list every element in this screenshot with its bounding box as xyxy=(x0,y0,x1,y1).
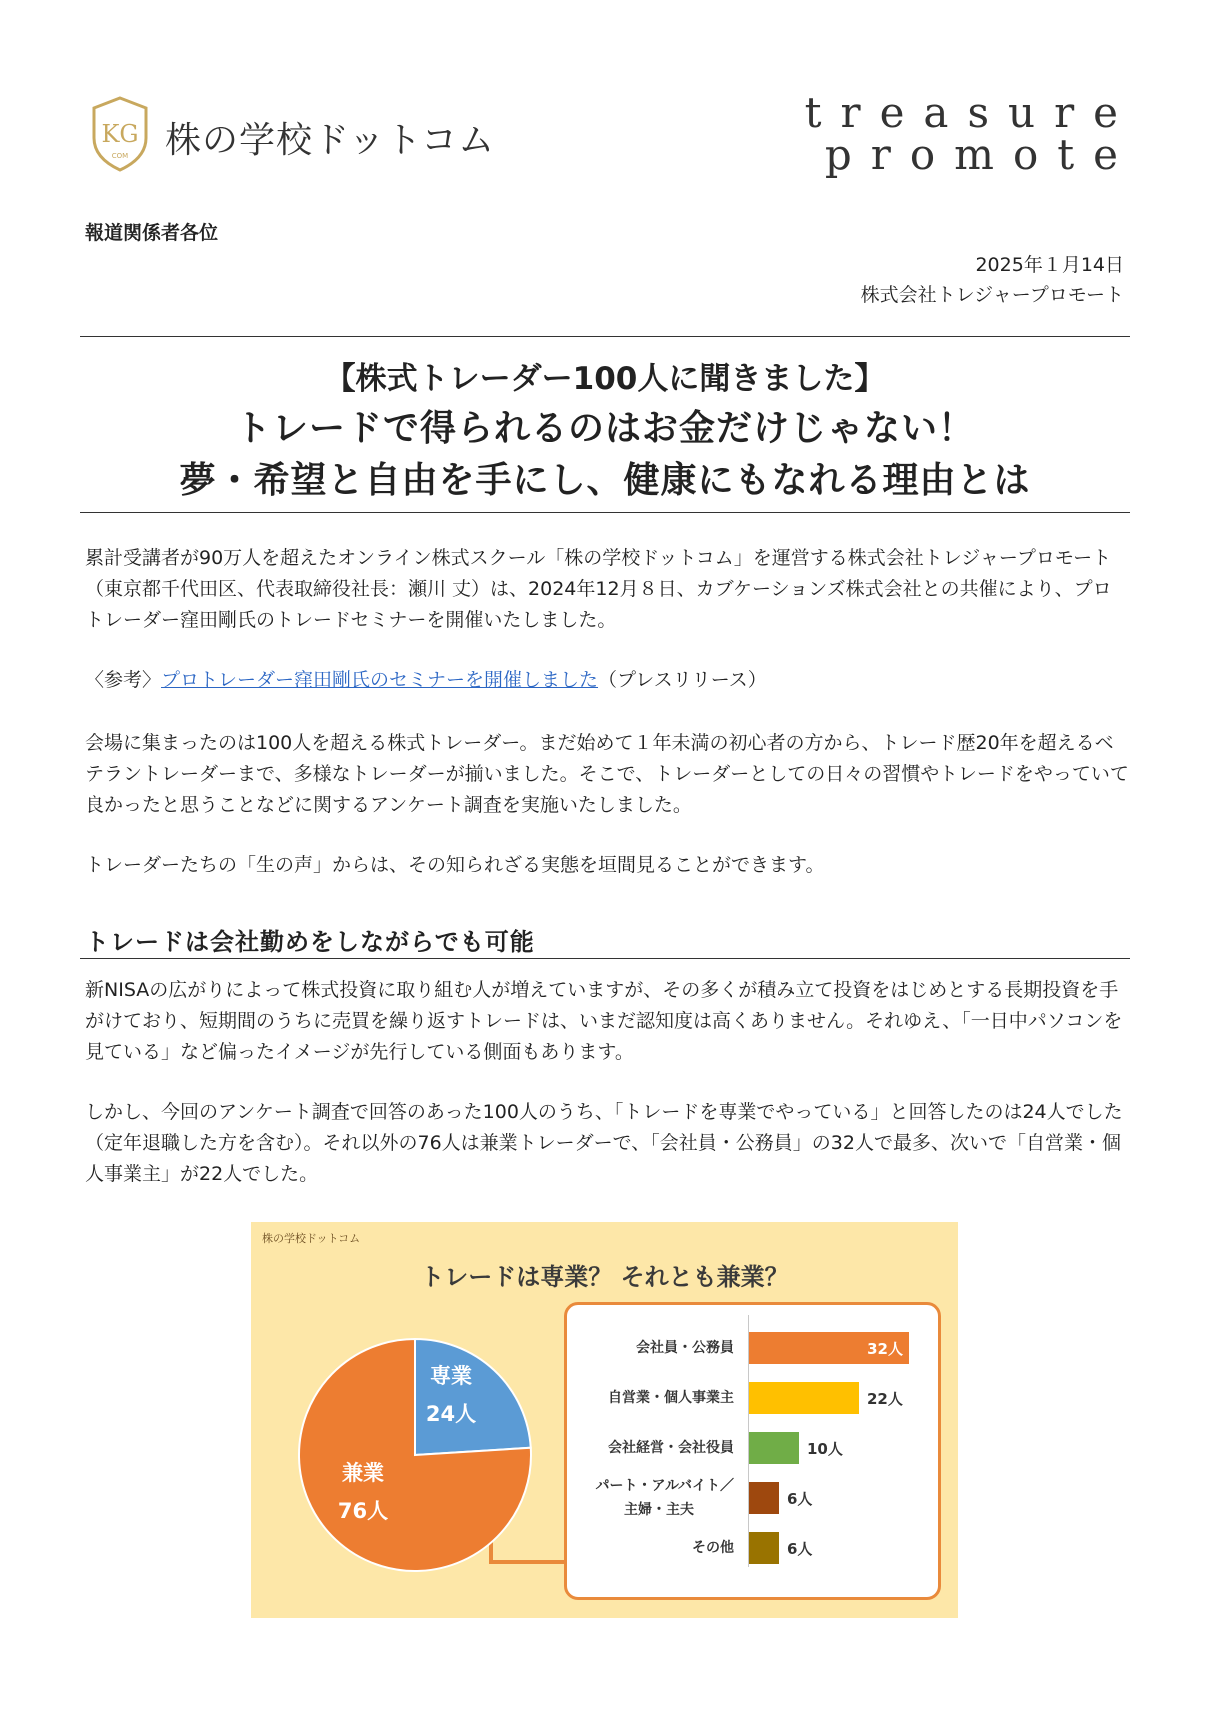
bar-category-label-4 xyxy=(692,1536,734,1560)
bar-category-label-3 xyxy=(596,1474,734,1522)
title-line-2: トレードで得られるのはお金だけじゃない！ xyxy=(234,408,975,449)
bar-value-label-2: 10人 xyxy=(807,1440,843,1458)
bar-4 xyxy=(749,1532,779,1564)
pie-label-sengyo-name: 専業 xyxy=(430,1364,472,1388)
partner-logo-line2: promote xyxy=(824,130,1137,179)
pie-label-kengyo xyxy=(323,1454,403,1530)
logo-sub: COM xyxy=(111,152,129,160)
chart-title: トレードは専業？ それとも兼業？ xyxy=(420,1263,789,1291)
section-rule xyxy=(80,958,1130,959)
treasure-promote-logo xyxy=(804,88,1137,179)
pie-label-sengyo-value: 24人 xyxy=(425,1402,477,1426)
bar-category-label-1 xyxy=(608,1386,734,1410)
bar-2 xyxy=(749,1432,799,1464)
pie-label-kengyo-name: 兼業 xyxy=(342,1461,384,1485)
bar-value-label-0: 32人 xyxy=(867,1340,903,1358)
page-title xyxy=(80,355,1130,507)
bar-value-label-1: 22人 xyxy=(867,1390,903,1408)
release-date: 2025年１月14日 xyxy=(975,254,1124,276)
issuing-company: 株式会社トレジャープロモート xyxy=(860,284,1124,306)
infographic xyxy=(251,1222,958,1618)
nisa-paragraph: 新NISAの広がりによって株式投資に取り組む人が増えていますが、その多くが積み立て投資をはじめとする長期投資を手がけており、短期間のうちに売買を繰り返すトレードは、いまだ認知度は高くありません。それゆえ、「一日中パソコンを見ている」など偏ったイメージが先行している側面もあります。 xyxy=(85,979,1123,1063)
reference-line xyxy=(85,665,1130,696)
press-release-link[interactable]: プロトレーダー窪田剛氏のセミナーを開催しました xyxy=(161,669,599,691)
bar-chart-panel xyxy=(564,1302,941,1600)
bar-3 xyxy=(749,1482,779,1514)
bar-category-line-4-0: その他 xyxy=(692,1540,734,1556)
title-bottom-rule xyxy=(80,512,1130,513)
title-line-3: 夢・希望と自由を手にし、健康にもなれる理由とは xyxy=(179,460,1031,501)
reference-prefix: 〈参考〉 xyxy=(85,669,162,691)
results-paragraph: しかし、今回のアンケート調査で回答のあった100人のうち、「トレードを専業でやっている」と回答したのは24人でした（定年退職した方を含む）。それ以外の76人は兼業トレーダーで、「会社員・公務員」の32人で最多、次いで「自営業・個人事業主」が22人でした。 xyxy=(85,1101,1123,1185)
bar-chart xyxy=(567,1305,938,1597)
brand-name: 株の学校ドットコム xyxy=(165,120,496,161)
voices-paragraph: トレーダーたちの「生の声」からは、その知られざる実態を垣間見ることができます。 xyxy=(85,854,825,876)
bar-category-line-3-1: 主婦・主夫 xyxy=(624,1502,694,1518)
bar-category-line-1-0: 自営業・個人事業主 xyxy=(608,1390,734,1406)
bar-category-line-3-0: パート・アルバイト／ xyxy=(595,1478,734,1494)
section-heading: トレードは会社勤めをしながらでも可能 xyxy=(85,928,535,956)
bar-category-line-2-0: 会社経営・会社役員 xyxy=(608,1440,734,1456)
pie-label-sengyo xyxy=(411,1357,491,1433)
bar-category-line-0-0: 会社員・公務員 xyxy=(636,1340,734,1356)
bar-category-label-0 xyxy=(636,1336,734,1360)
logo-letters: KG xyxy=(101,120,139,148)
title-top-rule xyxy=(80,336,1130,337)
partner-logo-line1: treasure xyxy=(804,88,1137,137)
infographic-brand: 株の学校ドットコム xyxy=(262,1232,361,1245)
pie-label-kengyo-value: 76人 xyxy=(337,1499,389,1523)
bar-1 xyxy=(749,1382,859,1414)
intro-paragraph: 累計受講者が90万人を超えたオンライン株式スクール「株の学校ドットコム」を運営する株式会社トレジャープロモート（東京都千代田区、代表取締役社長：瀬川 丈）は、2024年12月８日、カブケーションズ株式会社との共催により、プロトレーダー窪田剛氏のトレードセミナーを開催いたしました。 xyxy=(85,547,1112,631)
title-line-1: 【株式トレーダー100人に聞きました】 xyxy=(324,361,886,397)
recipients: 報道関係者各位 xyxy=(85,222,219,244)
reference-suffix: （プレスリリース） xyxy=(598,669,767,691)
survey-paragraph: 会場に集まったのは100人を超える株式トレーダー。まだ始めて１年未満の初心者の方から、トレード歴20年を超えるベテラントレーダーまで、多様なトレーダーが揃いました。そこで、トレーダーとしての日々の習慣やトレードをやっていて良かったと思うことなどに関するアンケート調査を実施いたしました。 xyxy=(85,732,1129,816)
bar-value-label-3: 6人 xyxy=(787,1490,813,1508)
kg-logo-icon xyxy=(90,96,150,172)
bar-category-label-2 xyxy=(608,1436,734,1460)
bar-value-label-4: 6人 xyxy=(787,1540,813,1558)
